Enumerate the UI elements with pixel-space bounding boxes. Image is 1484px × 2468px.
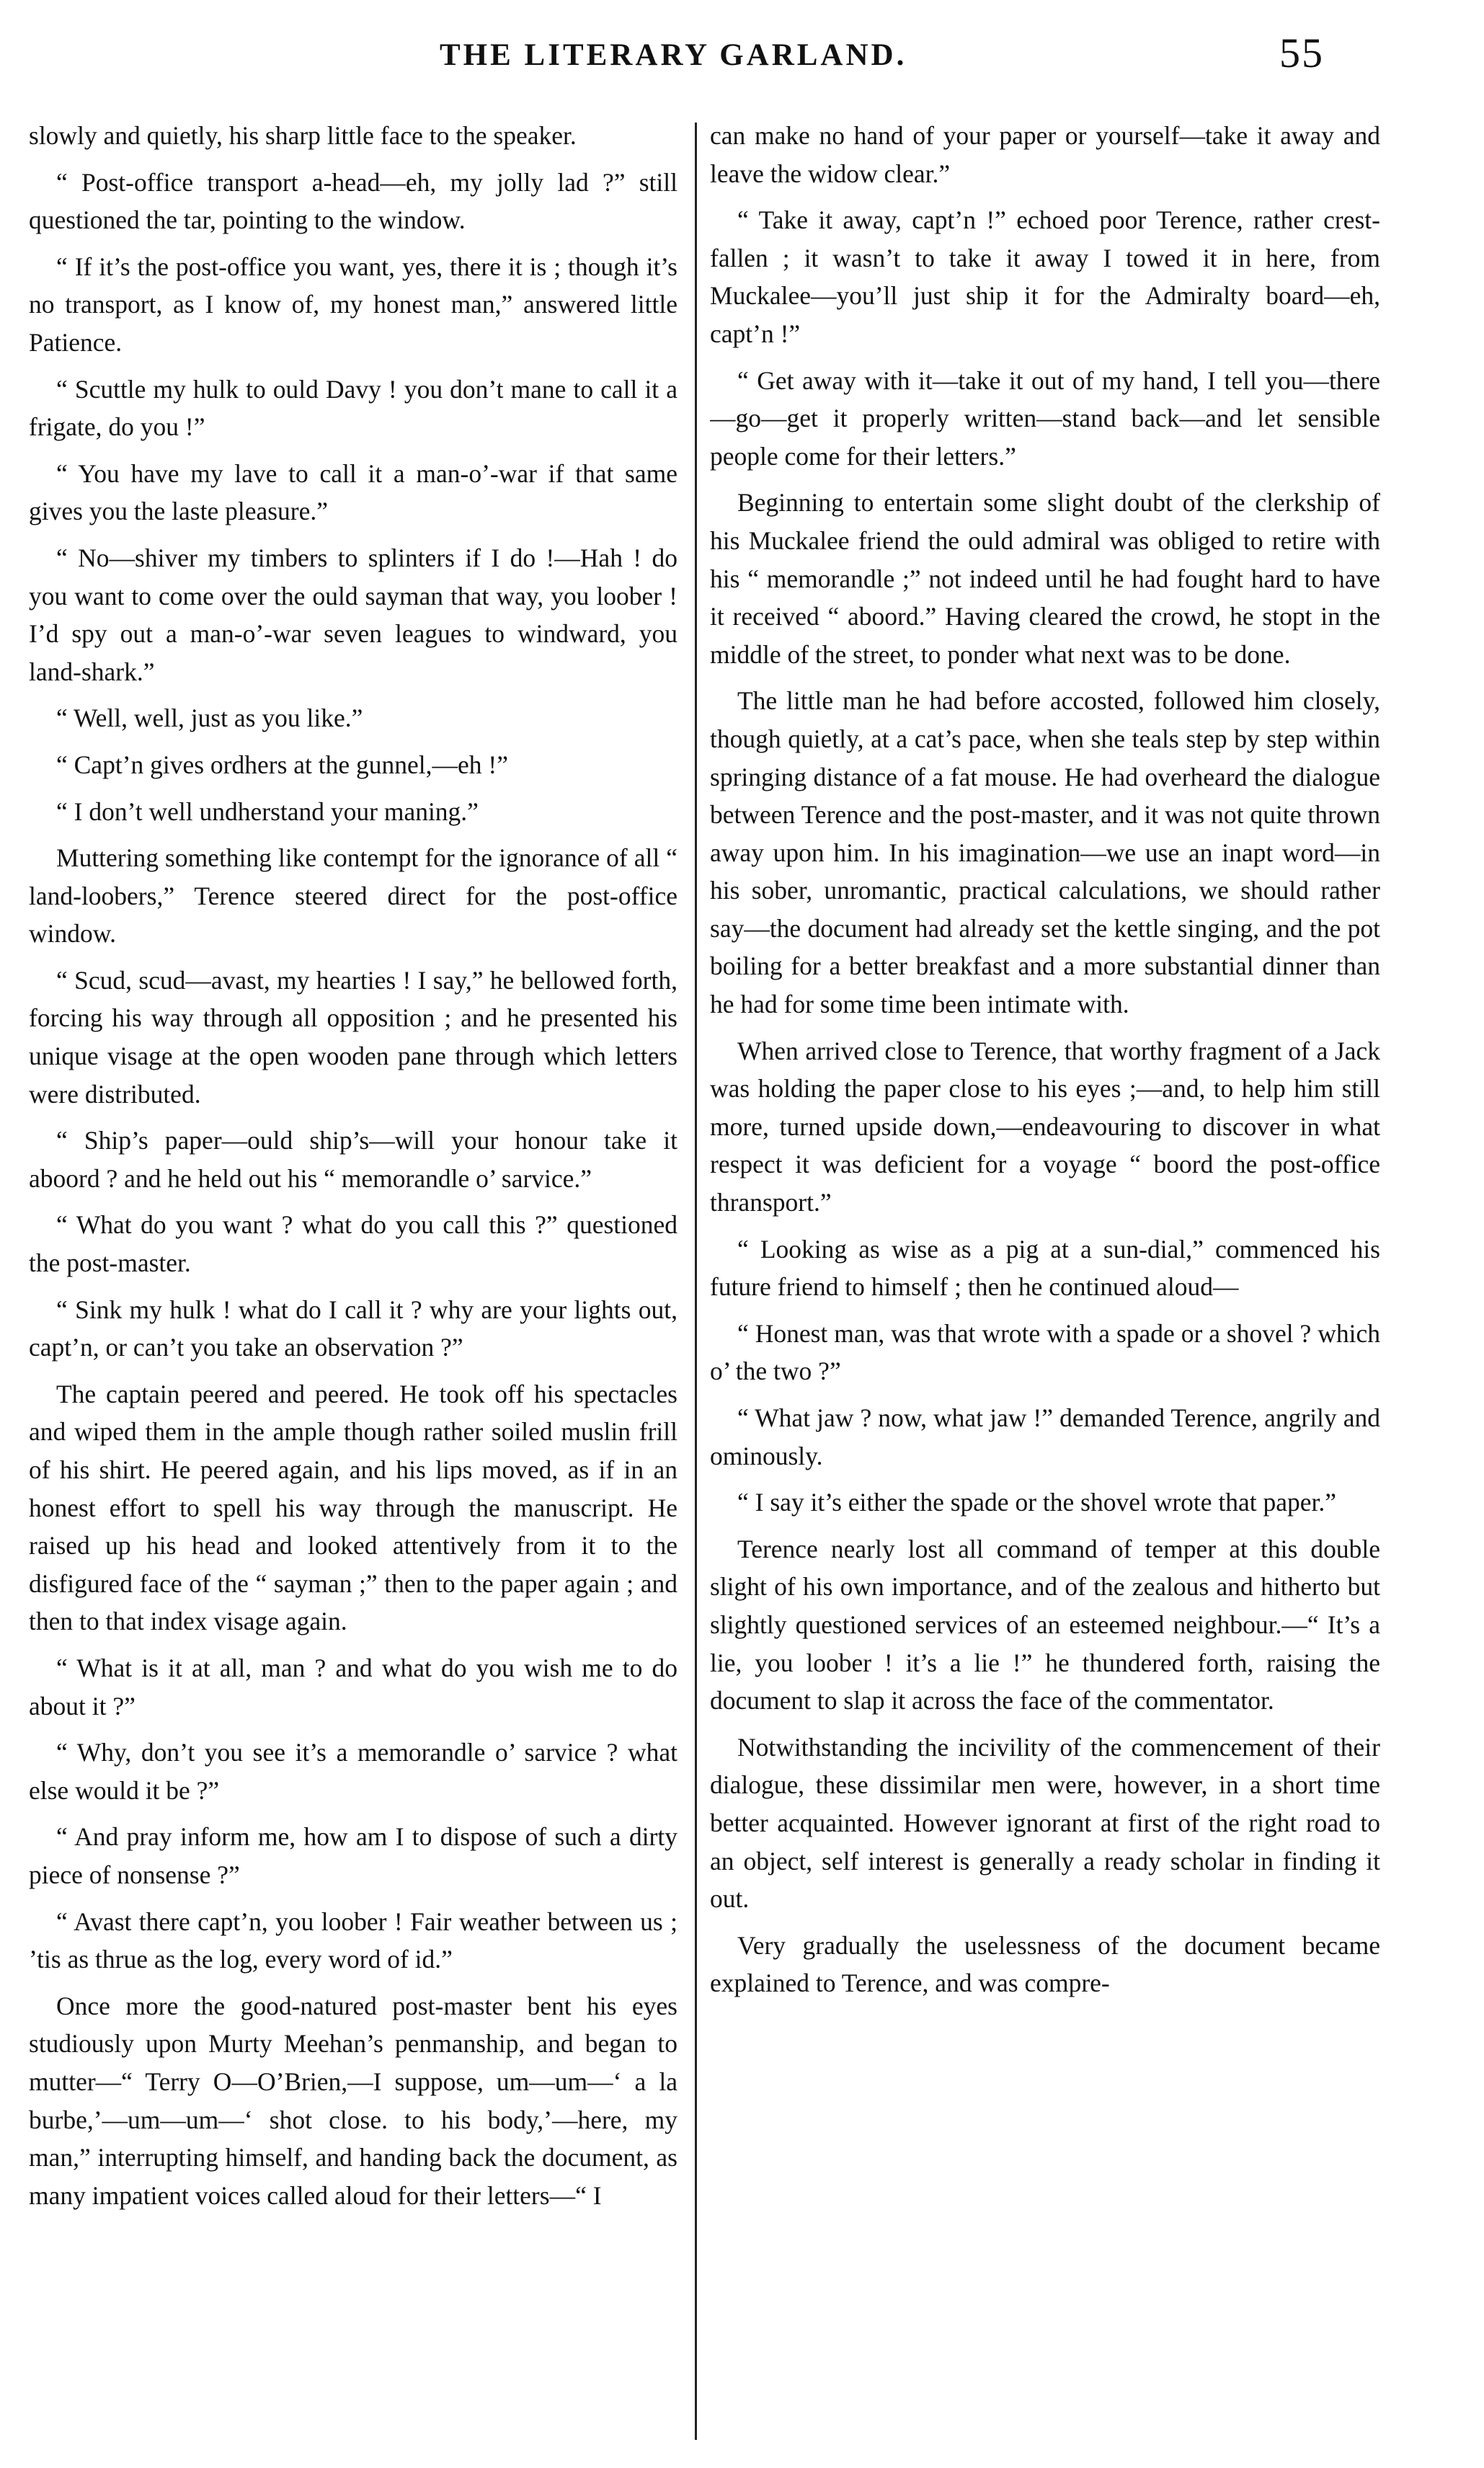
paragraph: Muttering something like contempt for the ignorance of all “ land-loobers,” Terence steered direct for the post-office window. (29, 843, 677, 949)
column-divider (695, 123, 697, 2440)
paragraph: “ Scud, scud—avast, my hearties ! I say,” he bellowed forth, forcing his way through all opposition ; and he presented his unique visage at the open wooden pane through which letters were distributed. (29, 965, 677, 1109)
paragraph: can make no hand of your paper or yourself—take it away and leave the widow clear.” (710, 121, 1380, 188)
paragraph: “ Sink my hulk ! what do I call it ? why are your lights out, capt’n, or can’t you take an observation ?” (29, 1295, 677, 1362)
paragraph: “ Avast there capt’n, you loober ! Fair weather between us ; ’tis as thrue as the log, every word of id.” (29, 1907, 677, 1974)
running-title: THE LITERARY GARLAND. (440, 38, 907, 72)
page-number: 55 (1279, 30, 1324, 76)
paragraph: slowly and quietly, his sharp little face to the speaker. (29, 121, 577, 150)
paragraph: “ Scuttle my hulk to ould Davy ! you don’t mane to call it a frigate, do you !” (29, 374, 677, 442)
paragraph: “ I say it’s either the spade or the shovel wrote that paper.” (737, 1488, 1337, 1517)
paragraph: “ Why, don’t you see it’s a memorandle o’ sarvice ? what else would it be ?” (29, 1738, 677, 1805)
paragraph: “ Honest man, was that wrote with a spade or a shovel ? which o’ the two ?” (710, 1318, 1380, 1386)
paragraph: “ Post-office transport a-head—eh, my jolly lad ?” still questioned the tar, pointing to the window. (29, 167, 677, 235)
paragraph: Very gradually the uselessness of the document became explained to Terence, and was compre- (710, 1930, 1380, 1998)
paragraph: “ I don’t well undherstand your maning.” (56, 796, 479, 826)
paragraph: “ And pray inform me, how am I to dispose of such a dirty piece of nonsense ?” (29, 1822, 677, 1889)
paragraph: “ What do you want ? what do you call this ?” questioned the post-master. (29, 1210, 677, 1278)
paragraph: The little man he had before accosted, followed him closely, though quietly, at a cat’s pace, when she teals step by step within springing distance of a fat mouse. He had overheard the dialogue between Terence and the post-master, and it was not quite thrown away upon him. In his imagination—we use an inapt word—in his sober, unromantic, practical calculations, we should rather say—the document had already set the kettle singing, and the pot boiling for a better breakfast and a more substantial dinner than he had for some time been intimate with. (710, 686, 1380, 1019)
paragraph: “ Well, well, just as you like.” (56, 703, 363, 733)
paragraph: Terence nearly lost all command of temper at this double slight of his own importance, and of the zealous and hitherto but slightly questioned services of an esteemed neighbour.—“ It’s a lie, you loober ! it’s a lie !” he thundered forth, raising the document to slap it across the face of the commentator. (710, 1534, 1380, 1715)
paragraph: “ No—shiver my timbers to splinters if I do !—Hah ! do you want to come over the ould sayman that way, you loober ! I’d spy out a man-o’-war seven leagues to windward, you land-shark.” (29, 543, 677, 686)
paragraph: “ What jaw ? now, what jaw !” demanded Terence, angrily and ominously. (710, 1403, 1380, 1470)
paragraph: “ What is it at all, man ? and what do you wish me to do about it ?” (29, 1653, 677, 1721)
right-column (710, 117, 1380, 2438)
left-column (29, 117, 677, 2438)
paragraph: “ Ship’s paper—ould ship’s—will your honour take it aboord ? and he held out his “ memorandle o’ sarvice.” (29, 1126, 677, 1193)
paragraph: When arrived close to Terence, that worthy fragment of a Jack was holding the paper close to his eyes ;—and, to help him still more, turned upside down,—endeavouring to discover in what respect it was deficient for a voyage “ boord the post-office thransport.” (710, 1036, 1380, 1217)
paragraph: “ If it’s the post-office you want, yes, there it is ; though it’s no transport, as I know of, my honest man,” answered little Patience. (29, 252, 677, 357)
paragraph: Notwithstanding the incivility of the commencement of their dialogue, these dissimilar men were, however, in a short time better acquainted. However ignorant at first of the right road to an object, self interest is generally a ready scholar in finding it out. (710, 1732, 1380, 1914)
paragraph: “ Take it away, capt’n !” echoed poor Terence, rather crest-fallen ; it wasn’t to take it away I towed it in here, from Muckalee—you’ll just ship it for the Admiralty board—eh, capt’n !” (710, 205, 1380, 348)
paragraph: The captain peered and peered. He took off his spectacles and wiped them in the ample though rather soiled muslin frill of his shirt. He peered again, and his lips moved, as if in an honest effort to spell his way through the manuscript. He raised up his head and looked attentively from it to the disfigured face of the “ sayman ;” then to the paper again ; and then to that index visage again. (29, 1379, 677, 1636)
paragraph: Once more the good-natured post-master bent his eyes studiously upon Murty Meehan’s penmanship, and began to mutter—“ Terry O—O’Brien,—I suppose, um—um—‘ a la burbe,’—um—um—‘ shot close. to his body,’—here, my man,” interrupting himself, and handing back the document, as many impatient voices called aloud for their letters—“ I (29, 1991, 677, 2210)
page-header (0, 29, 1484, 86)
paragraph: “ Capt’n gives ordhers at the gunnel,—eh !” (56, 750, 508, 779)
paragraph: “ You have my lave to call it a man-o’-war if that same gives you the laste pleasure.” (29, 458, 677, 526)
paragraph: “ Get away with it—take it out of my hand, I tell you—there—go—get it properly written—stand back—and let sensible people come for their letters.” (710, 365, 1380, 471)
paragraph: “ Looking as wise as a pig at a sun-dial,” commenced his future friend to himself ; then he continued aloud— (710, 1234, 1380, 1302)
paragraph: Beginning to entertain some slight doubt of the clerkship of his Muckalee friend the ould admiral was obliged to retire with his “ memorandle ;” not indeed until he had fought hard to have it received “ aboord.” Having cleared the crowd, he stopt in the middle of the street, to ponder what next was to be done. (710, 488, 1380, 669)
